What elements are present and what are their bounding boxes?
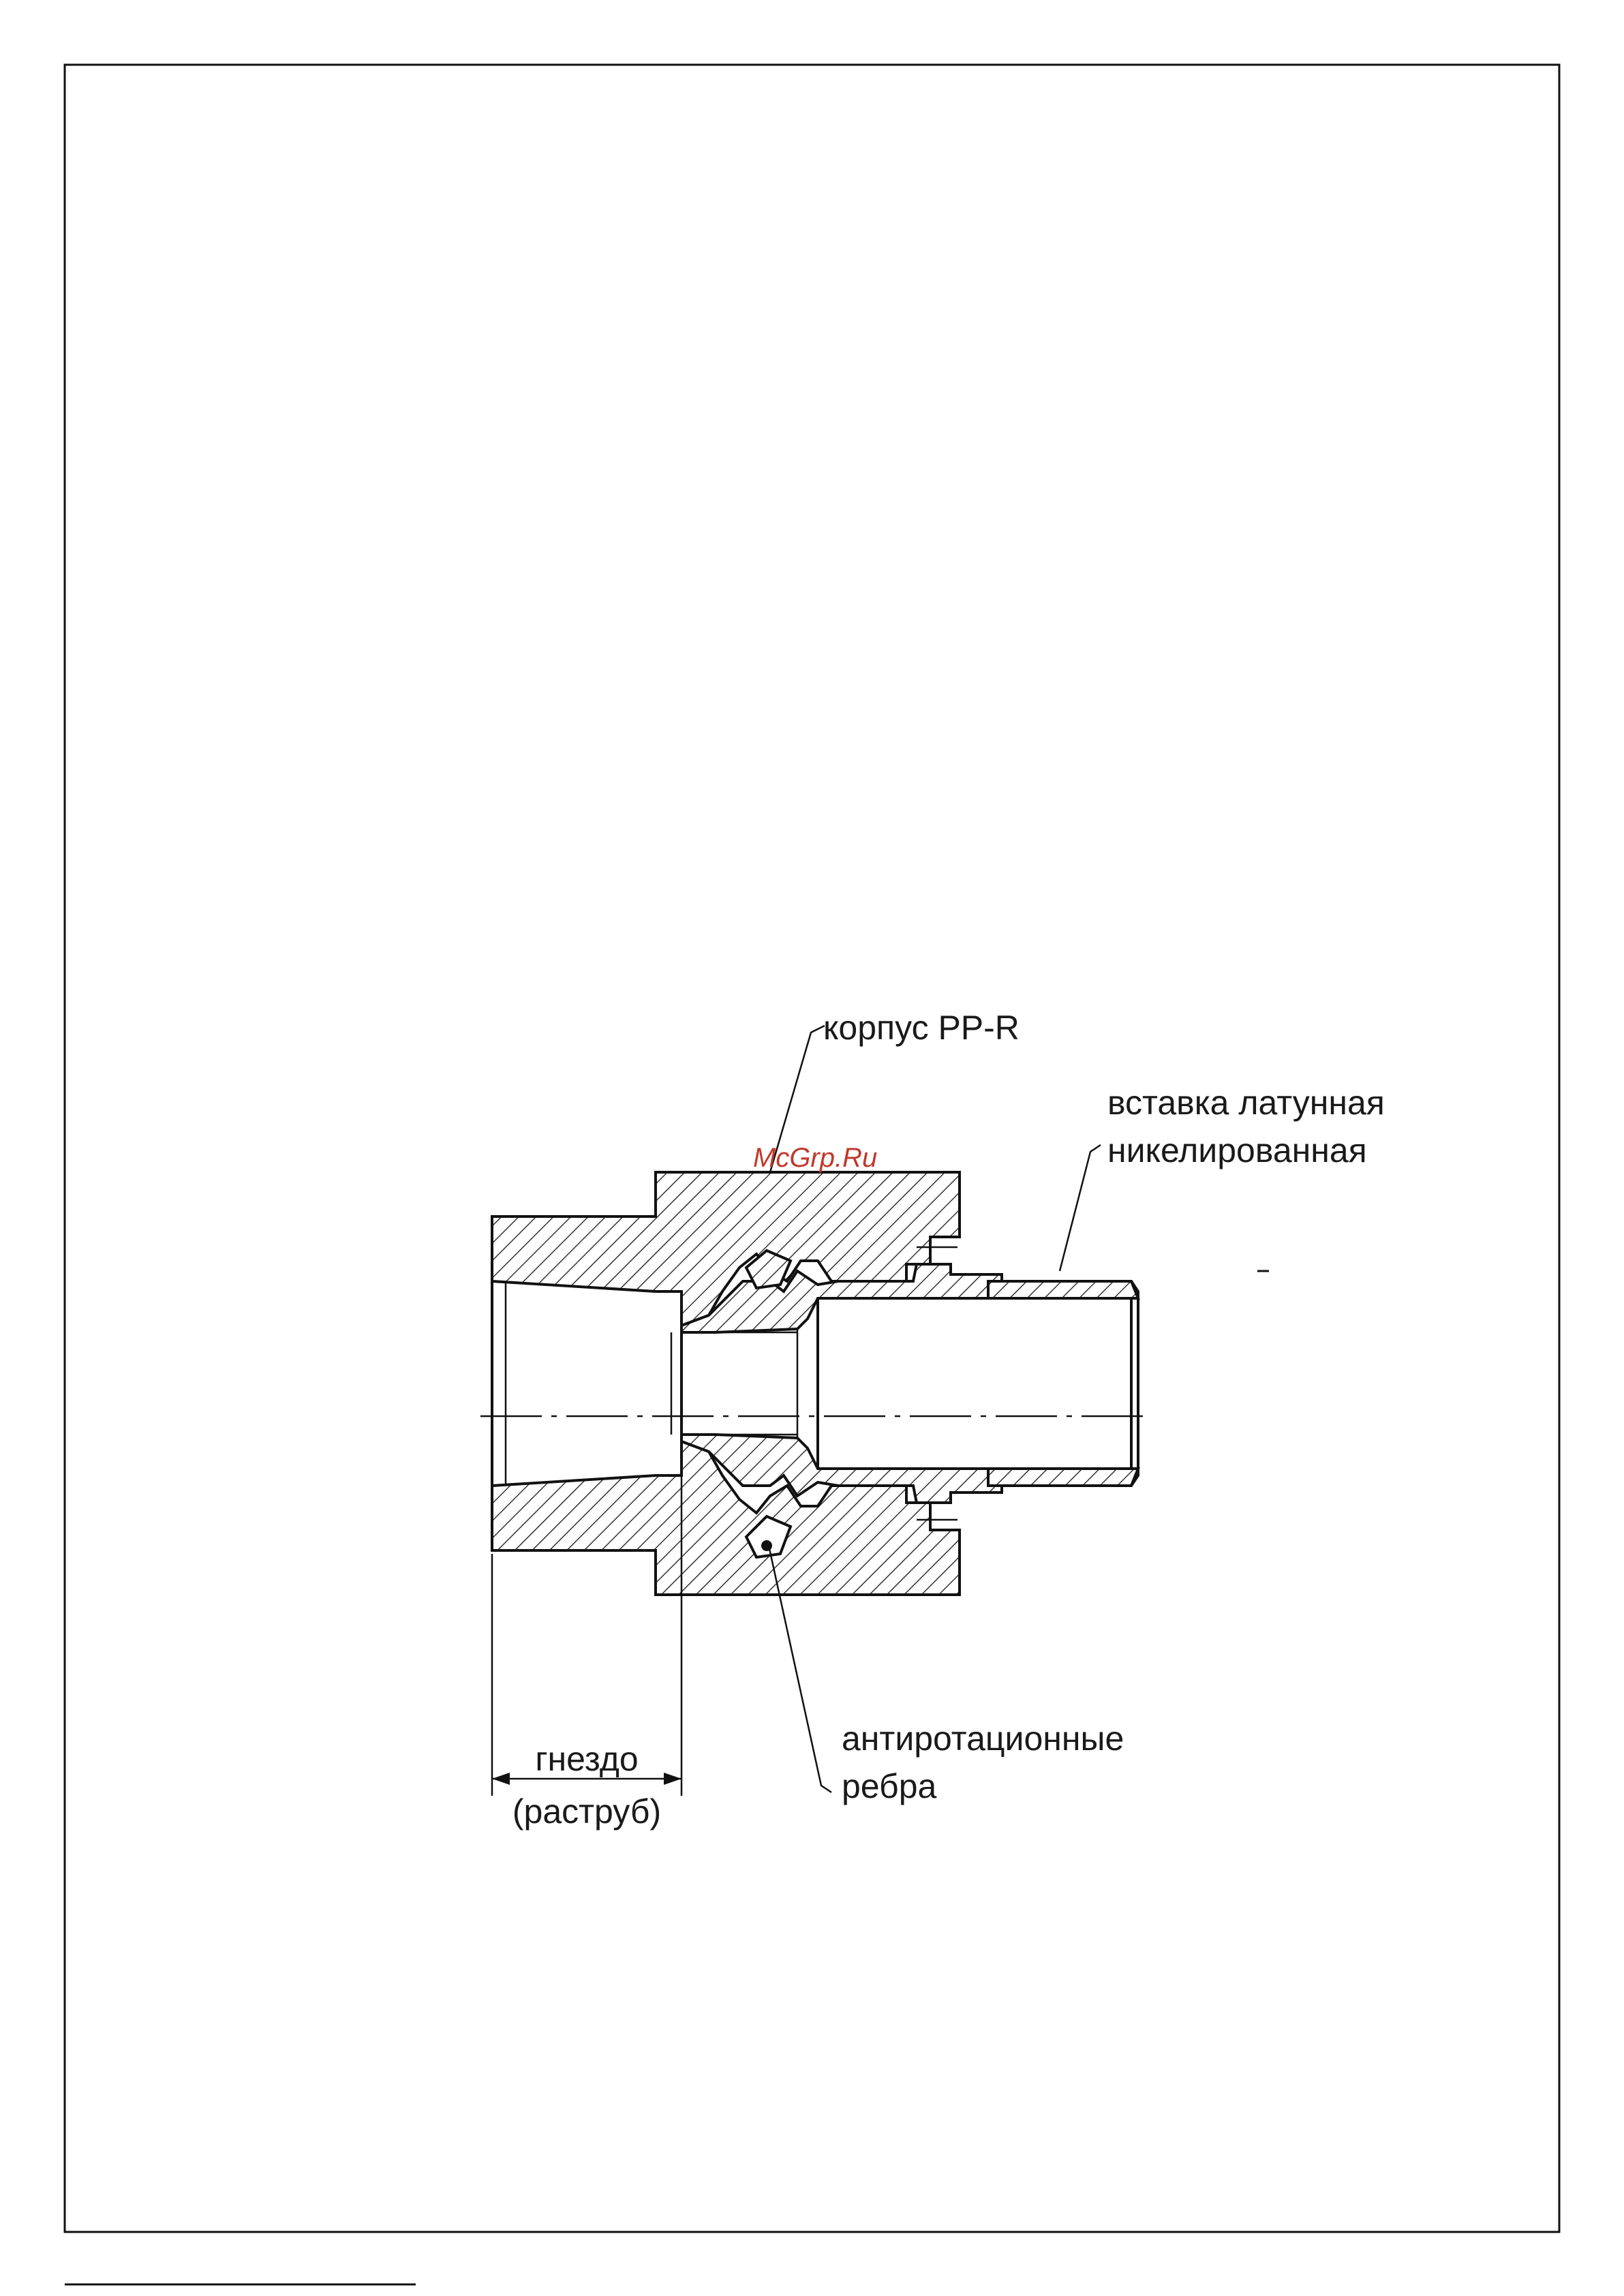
insert-label-line1: вставка латунная: [1107, 1084, 1385, 1122]
thread-lower: [988, 1469, 1138, 1486]
rib-marker-dot: [761, 1540, 772, 1551]
socket-label-line1: гнездо: [535, 1740, 639, 1778]
watermark: McGrp.Ru: [753, 1143, 878, 1173]
ribs-label-line2: ребра: [842, 1767, 937, 1805]
insert-label-line2: никелированная: [1107, 1131, 1367, 1169]
fitting-cross-section: [480, 1172, 1152, 1595]
socket-label-line2: (раструб): [512, 1792, 662, 1831]
ribs-label-line1: антиротационные: [842, 1719, 1124, 1758]
thread-upper: [988, 1281, 1138, 1298]
body-label: корпус PP-R: [823, 1009, 1020, 1047]
insert-leader-line: [1060, 1145, 1101, 1271]
